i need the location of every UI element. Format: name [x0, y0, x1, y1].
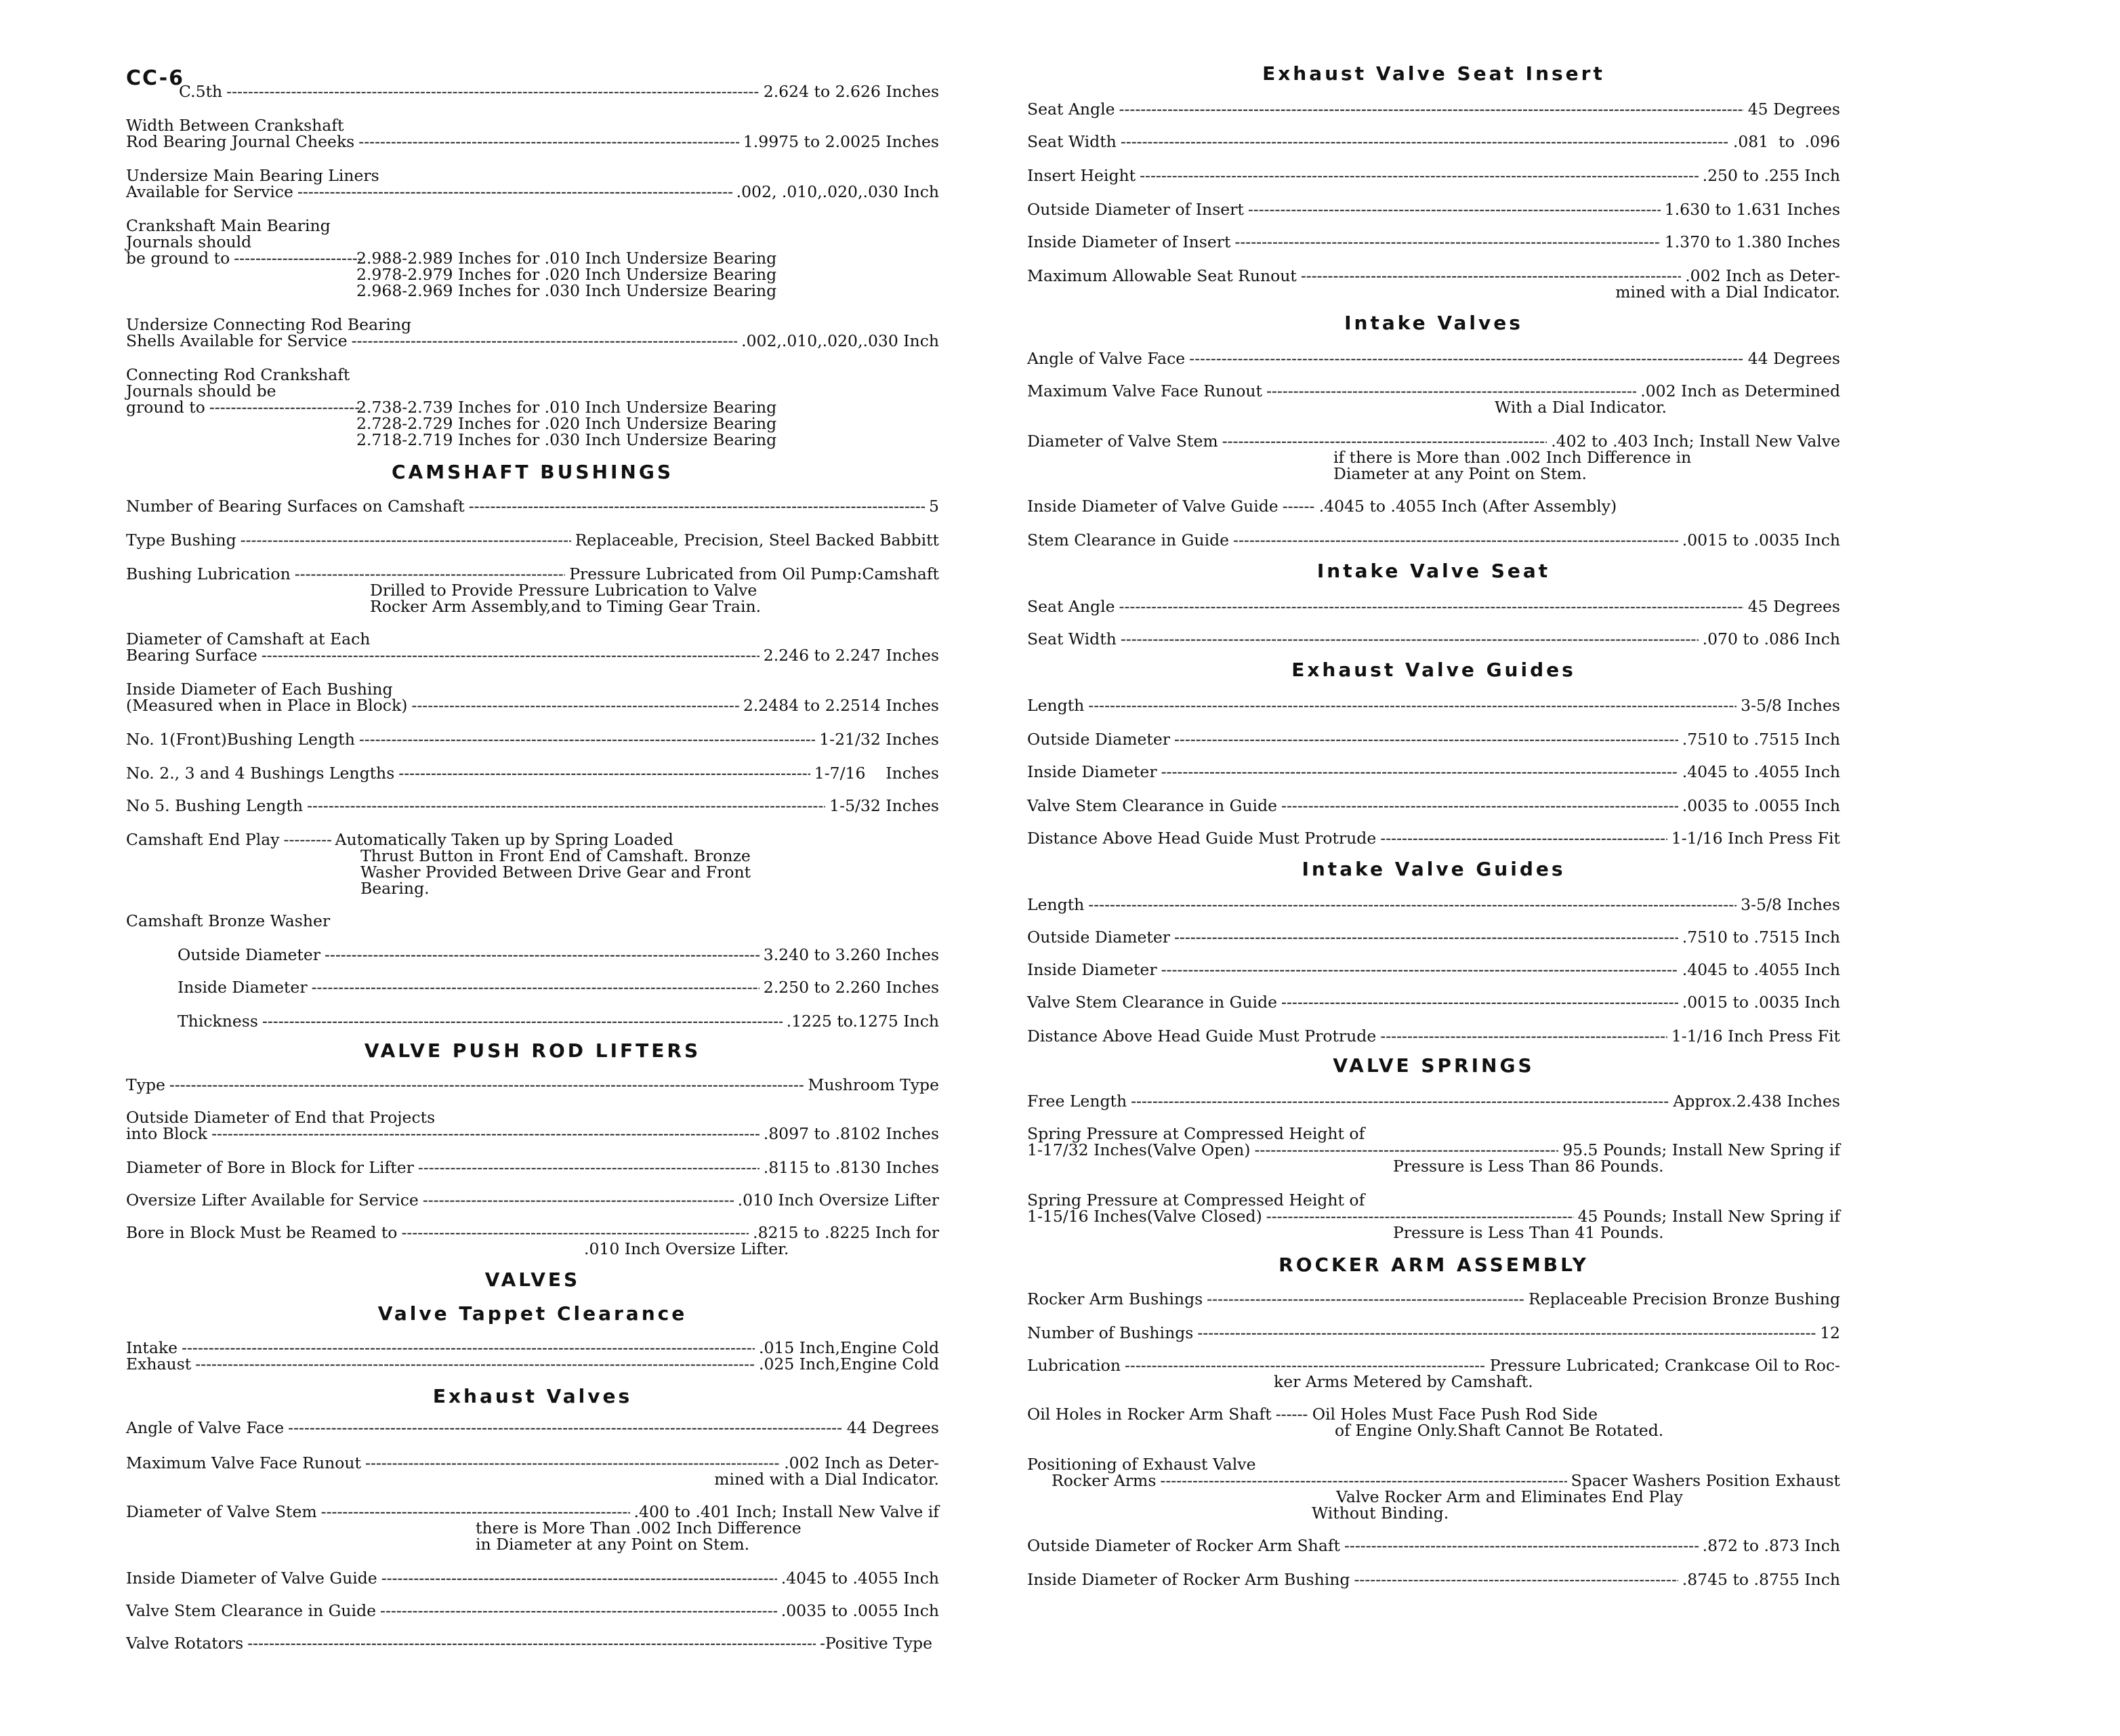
- spec-exh-runout: Maximum Valve Face Runout ----- .002 Inch as Deter-: [126, 1454, 939, 1472]
- spec-value: if there is More than .002 Inch Difference in: [1333, 448, 1692, 467]
- spec-label: Camshaft Bronze Washer: [126, 911, 331, 930]
- section-title: VALVES: [484, 1268, 581, 1291]
- spec-bushing-inside-diameter: (Measured when in Place in Block) ----- 2.2484 to 2.2514 Inches: [126, 697, 939, 714]
- spec-value: 2.968-2.969 Inches for .030 Inch Undersize Bearing: [356, 281, 777, 300]
- subsection-title: Exhaust Valve Guides: [1291, 659, 1576, 681]
- subsection-title: Intake Valve Seat: [1316, 560, 1551, 582]
- spec-value: ker Arms Metered by Camshaft.: [1274, 1372, 1533, 1391]
- subsection-title: Valve Tappet Clearance: [377, 1302, 688, 1325]
- spec-rocker-oil-holes: Oil Holes in Rocker Arm Shaft ----- Oil Holes Must Face Push Rod Side: [1027, 1405, 1840, 1423]
- spec-main-journal: be ground to -----: [126, 249, 366, 267]
- spec-tappet-exhaust: Exhaust ----- .025 Inch,Engine Cold: [126, 1355, 939, 1373]
- spec-c5: C.5th ----- 2.624 to 2.626 Inches: [126, 83, 939, 100]
- spec-no5-length: No 5. Bushing Length ----- 1-5/32 Inches: [126, 797, 939, 814]
- spec-value: Drilled to Provide Pressure Lubrication to Valve: [370, 581, 757, 600]
- spec-rocker-count: Number of Bushings ----- 12: [1027, 1324, 1840, 1342]
- spec-spring-free-length: Free Length ----- Approx.2.438 Inches: [1027, 1092, 1840, 1110]
- spec-insert-id: Inside Diameter of Insert ----- 1.370 to 1.380 Inches: [1027, 233, 1840, 251]
- section-title: ROCKER ARM ASSEMBLY: [1279, 1254, 1589, 1276]
- spec-int-seat-width: Seat Width ----- .070 to .086 Inch: [1027, 630, 1840, 648]
- subsection-title: Intake Valves: [1344, 312, 1523, 334]
- spec-label: Diameter of Camshaft at Each: [126, 629, 371, 648]
- spec-tappet-intake: Intake ----- .015 Inch,Engine Cold: [126, 1339, 939, 1357]
- spec-value: of Engine Only.Shaft Cannot Be Rotated.: [1335, 1421, 1664, 1440]
- spec-undersize-rod: Shells Available for Service ----- .002,.010,.020,.030 Inch: [126, 332, 939, 350]
- spec-exh-guide-clearance: Valve Stem Clearance in Guide ----- .0035 to .0055 Inch: [1027, 797, 1840, 814]
- spec-int-guide-protrude: Distance Above Head Guide Must Protrude ----- 1-1/16 Inch Press Fit: [1027, 1027, 1840, 1045]
- spec-int-runout: Maximum Valve Face Runout ----- .002 Inch as Determined: [1027, 382, 1840, 400]
- spec-label: Journals should: [126, 232, 252, 251]
- spec-exh-guide: Inside Diameter of Valve Guide ----- .4045 to .4055 Inch: [126, 1569, 939, 1587]
- spec-value: mined with a Dial Indicator.: [1615, 283, 1840, 302]
- spec-rocker-bushing-id: Inside Diameter of Rocker Arm Bushing ----- .8745 to .8755 Inch: [1027, 1571, 1840, 1588]
- spec-exh-guide-id: Inside Diameter ----- .4045 to .4055 Inch: [1027, 763, 1840, 781]
- spec-value: Rocker Arm Assembly,and to Timing Gear Train.: [370, 597, 762, 616]
- spec-exh-clearance: Valve Stem Clearance in Guide ----- .0035 to .0055 Inch: [126, 1602, 939, 1619]
- spec-bushing-lube: Bushing Lubrication ----- Pressure Lubricated from Oil Pump:Camshaft: [126, 565, 939, 583]
- spec-int-stem: Diameter of Valve Stem ----- .402 to .403 Inch; Install New Valve: [1027, 432, 1840, 450]
- spec-exh-seat-angle: Seat Angle ----- 45 Degrees: [1027, 100, 1840, 118]
- spec-value: Washer Provided Between Drive Gear and Front: [360, 863, 751, 882]
- spec-type-bushing: Type Bushing ----- Replaceable, Precision, Steel Backed Babbitt: [126, 531, 939, 549]
- spec-label: Undersize Main Bearing Liners: [126, 166, 379, 185]
- spec-int-angle: Angle of Valve Face ----- 44 Degrees: [1027, 350, 1840, 367]
- spec-rocker-shaft-od: Outside Diameter of Rocker Arm Shaft ----- .872 to .873 Inch: [1027, 1537, 1840, 1554]
- spec-int-guide-id: Inside Diameter ----- .4045 to .4055 Inch: [1027, 961, 1840, 978]
- spec-value: there is More Than .002 Inch Difference: [476, 1518, 802, 1537]
- spec-spring-open: 1-17/32 Inches(Valve Open) ----- 95.5 Pounds; Install New Spring if: [1027, 1141, 1840, 1159]
- spec-end-play: Camshaft End Play ----- Automatically Taken up by Spring Loaded: [126, 831, 926, 848]
- spec-lifter-type: Type ----- Mushroom Type: [126, 1076, 939, 1094]
- spec-exh-angle: Angle of Valve Face ----- 44 Degrees: [126, 1419, 939, 1437]
- spec-bearing-surfaces: Number of Bearing Surfaces on Camshaft ----- 5: [126, 497, 939, 515]
- spec-value: Pressure is Less Than 41 Pounds.: [1393, 1223, 1664, 1242]
- spec-int-guide-clearance: Valve Stem Clearance in Guide ----- .0015 to .0035 Inch: [1027, 993, 1840, 1011]
- spec-label: Crankshaft Main Bearing: [126, 216, 331, 235]
- subsection-title: Intake Valve Guides: [1302, 858, 1566, 880]
- spec-washer-thickness: Thickness ----- .1225 to.1275 Inch: [178, 1012, 939, 1030]
- spec-value: Pressure is Less Than 86 Pounds.: [1393, 1157, 1664, 1176]
- spec-value: Thrust Button in Front End of Camshaft. Bronze: [360, 846, 751, 865]
- subsection-title: Exhaust Valves: [432, 1385, 633, 1407]
- spec-value: .010 Inch Oversize Lifter.: [584, 1239, 789, 1258]
- spec-exh-guide-protrude: Distance Above Head Guide Must Protrude ----- 1-1/16 Inch Press Fit: [1027, 829, 1840, 847]
- spec-exh-guide-length: Length ----- 3-5/8 Inches: [1027, 697, 1840, 714]
- spec-value: mined with a Dial Indicator.: [714, 1470, 939, 1489]
- spec-value: Valve Rocker Arm and Eliminates End Play: [1336, 1487, 1683, 1506]
- spec-value: Diameter at any Point on Stem.: [1333, 464, 1587, 483]
- spec-label: Undersize Connecting Rod Bearing: [126, 315, 412, 334]
- spec-value: in Diameter at any Point on Stem.: [476, 1535, 750, 1554]
- spec-exh-seat-width: Seat Width ----- .081 to .096: [1027, 133, 1840, 150]
- spec-int-guide: Inside Diameter of Valve Guide ----- .4045 to .4055 Inch (After Assembly): [1027, 497, 1840, 515]
- spec-label: Positioning of Exhaust Valve: [1027, 1455, 1256, 1474]
- spec-lifter-bore: Diameter of Bore in Block for Lifter ----- .8115 to .8130 Inches: [126, 1159, 939, 1176]
- spec-exh-stem: Diameter of Valve Stem ----- .400 to .401 Inch; Install New Valve if: [126, 1503, 939, 1521]
- spec-rocker-positioning: Rocker Arms ----- Spacer Washers Position Exhaust: [1052, 1472, 1840, 1489]
- spec-int-clearance: Stem Clearance in Guide ----- .0015 to .0035 Inch: [1027, 531, 1840, 549]
- spec-insert-height: Insert Height ----- .250 to .255 Inch: [1027, 167, 1840, 184]
- spec-int-guide-od: Outside Diameter ----- .7510 to .7515 Inch: [1027, 928, 1840, 946]
- spec-value: 2.988-2.989 Inches for .010 Inch Undersize Bearing: [356, 249, 777, 268]
- spec-label: Width Between Crankshaft: [126, 116, 344, 135]
- spec-label: Connecting Rod Crankshaft: [126, 365, 350, 384]
- spec-insert-od: Outside Diameter of Insert ----- 1.630 to 1.631 Inches: [1027, 201, 1840, 218]
- spec-value: 2.728-2.729 Inches for .020 Inch Undersize Bearing: [356, 414, 777, 433]
- spec-value: With a Dial Indicator.: [1495, 398, 1667, 417]
- spec-washer-od: Outside Diameter ----- 3.240 to 3.260 Inches: [178, 946, 939, 964]
- spec-label: Inside Diameter of Each Bushing: [126, 680, 393, 699]
- page-number: CC-6: [126, 66, 185, 90]
- spec-exh-rotators: Valve Rotators ----- -Positive Type: [126, 1634, 932, 1652]
- spec-rod-journal: ground to -----: [126, 398, 366, 416]
- spec-spring-closed: 1-15/16 Inches(Valve Closed) ----- 45 Pounds; Install New Spring if: [1027, 1207, 1840, 1225]
- spec-cam-diameter: Bearing Surface ----- 2.246 to 2.247 Inches: [126, 646, 939, 664]
- spec-value: 2.978-2.979 Inches for .020 Inch Undersize Bearing: [356, 265, 777, 284]
- spec-label: Journals should be: [126, 381, 276, 400]
- subsection-title: Exhaust Valve Seat Insert: [1262, 62, 1605, 85]
- spec-lifter-od: into Block ----- .8097 to .8102 Inches: [126, 1125, 939, 1142]
- spec-label: Spring Pressure at Compressed Height of: [1027, 1191, 1365, 1210]
- spec-value: Bearing.: [360, 879, 430, 898]
- spec-undersize-main: Available for Service ----- .002, .010,.020,.030 Inch: [126, 183, 939, 201]
- spec-rocker-bushings: Rocker Arm Bushings ----- Replaceable Precision Bronze Bushing: [1027, 1290, 1840, 1308]
- spec-width-cheeks: Rod Bearing Journal Cheeks ----- 1.9975 to 2.0025 Inches: [126, 133, 939, 150]
- spec-label: Outside Diameter of End that Projects: [126, 1108, 436, 1127]
- spec-lifter-ream: Bore in Block Must be Reamed to ----- .8215 to .8225 Inch for: [126, 1224, 939, 1241]
- spec-seat-runout: Maximum Allowable Seat Runout ----- .002 Inch as Deter-: [1027, 267, 1840, 285]
- spec-int-seat-angle: Seat Angle ----- 45 Degrees: [1027, 598, 1840, 615]
- spec-no234-length: No. 2., 3 and 4 Bushings Lengths ----- 1-7/16 Inches: [126, 764, 939, 782]
- section-title: CAMSHAFT BUSHINGS: [391, 461, 673, 483]
- spec-rocker-lube: Lubrication ----- Pressure Lubricated; Crankcase Oil to Roc-: [1027, 1357, 1840, 1374]
- spec-lifter-oversize: Oversize Lifter Available for Service ----- .010 Inch Oversize Lifter: [126, 1191, 939, 1209]
- section-title: VALVE PUSH ROD LIFTERS: [364, 1039, 701, 1062]
- spec-washer-id: Inside Diameter ----- 2.250 to 2.260 Inches: [178, 978, 939, 996]
- spec-no1-length: No. 1(Front)Bushing Length ----- 1-21/32 Inches: [126, 730, 939, 748]
- spec-int-guide-length: Length ----- 3-5/8 Inches: [1027, 896, 1840, 913]
- spec-exh-guide-od: Outside Diameter ----- .7510 to .7515 Inch: [1027, 730, 1840, 748]
- spec-value: Without Binding.: [1312, 1504, 1449, 1523]
- section-title: VALVE SPRINGS: [1333, 1054, 1535, 1077]
- spec-value: 2.718-2.719 Inches for .030 Inch Undersize Bearing: [356, 430, 777, 449]
- spec-label: Spring Pressure at Compressed Height of: [1027, 1124, 1365, 1143]
- spec-value: 2.738-2.739 Inches for .010 Inch Undersize Bearing: [356, 398, 777, 417]
